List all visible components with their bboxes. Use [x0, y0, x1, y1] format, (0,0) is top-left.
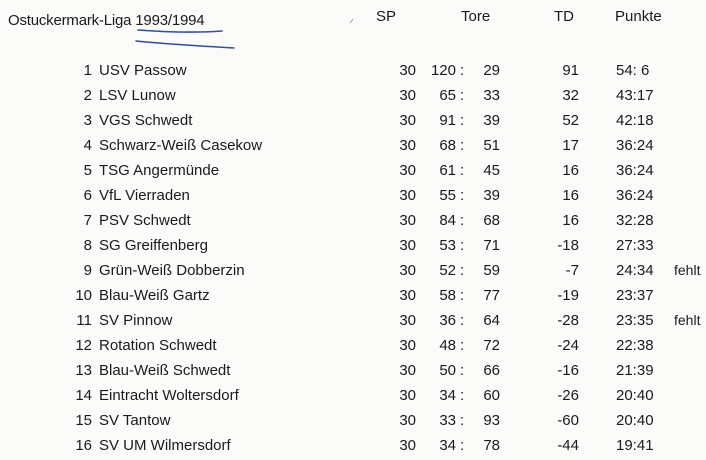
row-points: 19:41	[616, 437, 654, 454]
row-goal-difference: -24	[557, 337, 579, 354]
header-tore: Tore	[461, 8, 491, 25]
row-goals-against: 66	[483, 362, 500, 379]
row-games-played: 30	[399, 337, 416, 354]
row-team: VfL Vierraden	[99, 187, 190, 204]
row-games-played: 30	[399, 112, 416, 129]
row-games-played: 30	[399, 412, 416, 429]
row-goals-against: 33	[483, 87, 500, 104]
row-goal-difference: -26	[557, 387, 579, 404]
row-rank: 6	[83, 187, 92, 204]
row-goals-against: 45	[483, 162, 500, 179]
row-goal-difference: -28	[557, 312, 579, 329]
row-goal-separator: :	[460, 187, 465, 204]
row-rank: 14	[75, 387, 92, 404]
row-goals-for: 61	[439, 162, 456, 179]
row-goals-against: 39	[483, 112, 500, 129]
pen-underline-marks	[0, 0, 706, 60]
row-goal-difference: 16	[562, 212, 579, 229]
row-goals-against: 60	[483, 387, 500, 404]
row-goal-difference: -7	[565, 262, 579, 279]
season: 1993/1994	[135, 12, 205, 29]
row-team: Grün-Weiß Dobberzin	[99, 262, 245, 279]
row-team: Eintracht Woltersdorf	[99, 387, 239, 404]
row-goals-for: 50	[439, 362, 456, 379]
row-goal-separator: :	[460, 412, 465, 429]
row-goals-for: 91	[439, 112, 456, 129]
row-points: 20:40	[616, 412, 654, 429]
row-team: Blau-Weiß Gartz	[99, 287, 210, 304]
row-goal-separator: :	[460, 387, 465, 404]
row-goal-difference: 32	[562, 87, 579, 104]
row-team: LSV Lunow	[99, 87, 176, 104]
row-goal-separator: :	[460, 137, 465, 154]
table-row	[0, 437, 706, 459]
row-points: 43:17	[616, 87, 654, 104]
row-points: 36:24	[616, 187, 654, 204]
row-goals-against: 68	[483, 212, 500, 229]
row-rank: 7	[83, 212, 92, 229]
row-games-played: 30	[399, 362, 416, 379]
row-games-played: 30	[399, 237, 416, 254]
row-goals-against: 77	[483, 287, 500, 304]
row-rank: 10	[75, 287, 92, 304]
row-points: 24:34	[616, 262, 654, 279]
row-points: 36:24	[616, 137, 654, 154]
row-note: fehlt	[674, 312, 701, 328]
league-name: Ostuckermark-Liga	[8, 12, 132, 29]
row-rank: 9	[83, 262, 92, 279]
row-goal-separator: :	[460, 212, 465, 229]
row-rank: 1	[83, 62, 92, 79]
row-team: VGS Schwedt	[99, 112, 193, 129]
row-points: 54: 6	[616, 62, 650, 79]
row-team: Rotation Schwedt	[99, 337, 217, 354]
row-points: 20:40	[616, 387, 654, 404]
row-points: 22:38	[616, 337, 654, 354]
row-team: TSG Angermünde	[99, 162, 220, 179]
row-goal-difference: 91	[562, 62, 579, 79]
row-rank: 16	[75, 437, 92, 454]
row-rank: 5	[83, 162, 92, 179]
row-games-played: 30	[399, 137, 416, 154]
row-team: SV Tantow	[99, 412, 171, 429]
row-rank: 3	[83, 112, 92, 129]
row-team: SV Pinnow	[99, 312, 173, 329]
row-goal-separator: :	[460, 112, 465, 129]
row-goal-separator: :	[460, 287, 465, 304]
row-note: fehlt	[674, 262, 701, 278]
row-rank: 4	[83, 137, 92, 154]
row-goals-for: 120	[430, 62, 456, 79]
row-goals-against: 78	[483, 437, 500, 454]
row-rank: 11	[76, 312, 92, 329]
row-goal-difference: 52	[562, 112, 579, 129]
row-goals-against: 72	[483, 337, 500, 354]
row-goals-for: 52	[439, 262, 456, 279]
row-points: 23:35	[616, 312, 654, 329]
row-games-played: 30	[399, 262, 416, 279]
row-team: SV UM Wilmersdorf	[99, 437, 231, 454]
row-goal-difference: -44	[557, 437, 579, 454]
row-goal-separator: :	[460, 262, 465, 279]
row-goal-difference: 16	[562, 162, 579, 179]
header-punkte: Punkte	[615, 8, 662, 25]
row-team: PSV Schwedt	[99, 212, 191, 229]
row-goals-for: 36	[439, 312, 456, 329]
row-goal-difference: -60	[557, 412, 579, 429]
row-rank: 12	[75, 337, 92, 354]
row-goal-separator: :	[460, 162, 465, 179]
row-points: 21:39	[616, 362, 654, 379]
row-team: Schwarz-Weiß Casekow	[99, 137, 263, 154]
table-row	[0, 287, 706, 309]
table-row	[0, 187, 706, 209]
row-goals-against: 59	[483, 262, 500, 279]
row-goals-against: 51	[483, 137, 500, 154]
row-games-played: 30	[399, 437, 416, 454]
row-games-played: 30	[399, 287, 416, 304]
table-row	[0, 362, 706, 384]
row-team: USV Passow	[99, 62, 187, 79]
table-row	[0, 412, 706, 434]
row-games-played: 30	[399, 212, 416, 229]
row-goals-for: 68	[439, 137, 456, 154]
row-games-played: 30	[399, 387, 416, 404]
row-goals-for: 84	[439, 212, 456, 229]
row-goal-difference: 17	[562, 137, 579, 154]
row-points: 32:28	[616, 212, 654, 229]
table-row	[0, 137, 706, 159]
row-rank: 8	[83, 237, 92, 254]
row-rank: 2	[83, 87, 92, 104]
row-points: 23:37	[616, 287, 654, 304]
row-games-played: 30	[399, 87, 416, 104]
row-rank: 15	[75, 412, 92, 429]
row-goal-separator: :	[460, 237, 465, 254]
table-row	[0, 212, 706, 234]
row-goals-for: 33	[439, 412, 456, 429]
row-team: SG Greiffenberg	[99, 237, 208, 254]
row-team: Blau-Weiß Schwedt	[99, 362, 231, 379]
row-goal-separator: :	[460, 312, 465, 329]
row-goals-for: 65	[439, 87, 456, 104]
row-goal-separator: :	[460, 87, 465, 104]
row-goal-difference: -19	[557, 287, 579, 304]
table-row	[0, 87, 706, 109]
row-games-played: 30	[399, 312, 416, 329]
row-goals-for: 34	[439, 387, 456, 404]
table-row	[0, 162, 706, 184]
row-goal-separator: :	[460, 362, 465, 379]
row-rank: 13	[75, 362, 92, 379]
table-row	[0, 312, 706, 334]
row-goals-for: 55	[439, 187, 456, 204]
table-row	[0, 62, 706, 84]
row-games-played: 30	[399, 62, 416, 79]
row-goals-against: 29	[483, 62, 500, 79]
row-goals-for: 53	[439, 237, 456, 254]
row-goals-against: 39	[483, 187, 500, 204]
row-goal-separator: :	[460, 337, 465, 354]
row-points: 27:33	[616, 237, 654, 254]
table-row	[0, 112, 706, 134]
table-row	[0, 337, 706, 359]
row-goal-separator: :	[460, 62, 465, 79]
row-goals-for: 34	[439, 437, 456, 454]
table-row	[0, 237, 706, 259]
row-goals-against: 64	[483, 312, 500, 329]
header-sp: SP	[376, 8, 397, 25]
row-goals-for: 48	[439, 337, 456, 354]
row-goals-against: 93	[483, 412, 500, 429]
row-goal-difference: -16	[557, 362, 579, 379]
row-goals-against: 71	[483, 237, 500, 254]
row-points: 42:18	[616, 112, 654, 129]
table-row	[0, 387, 706, 409]
row-games-played: 30	[399, 187, 416, 204]
row-points: 36:24	[616, 162, 654, 179]
row-goals-for: 58	[439, 287, 456, 304]
row-goal-difference: -18	[557, 237, 579, 254]
row-goal-difference: 16	[562, 187, 579, 204]
row-games-played: 30	[399, 162, 416, 179]
header-td: TD	[554, 8, 574, 25]
table-row	[0, 262, 706, 284]
page-title	[8, 12, 204, 29]
row-goal-separator: :	[460, 437, 465, 454]
